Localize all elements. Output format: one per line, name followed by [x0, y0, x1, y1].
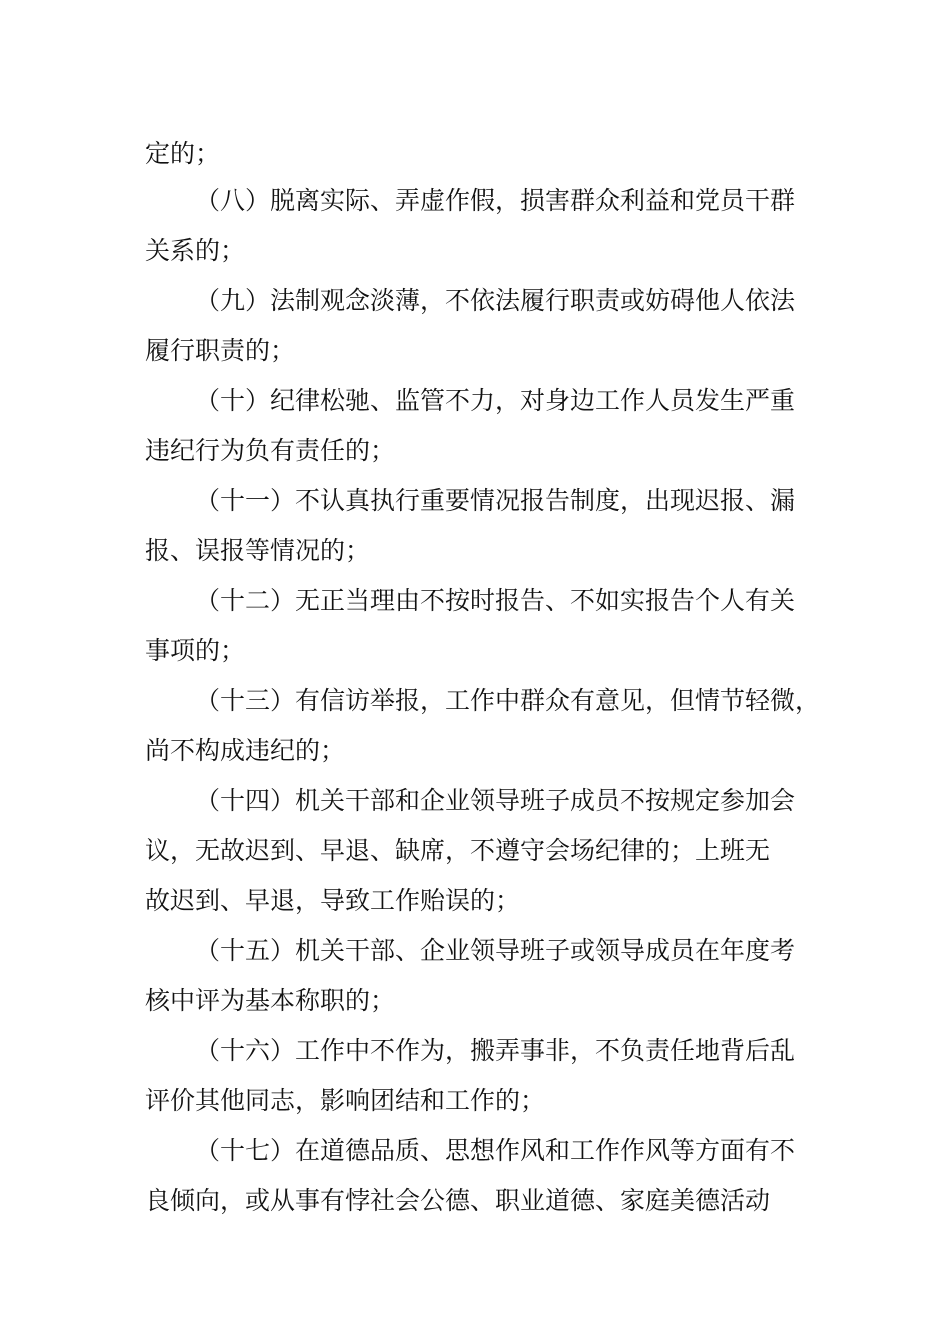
- text-line: （十五）机关干部、企业领导班子或领导成员在年度考: [195, 936, 796, 965]
- text-line: 事项的；: [145, 636, 246, 665]
- text-line: （九）法制观念淡薄，不依法履行职责或妨碍他人依法: [195, 286, 796, 315]
- text-line: 报、误报等情况的；: [145, 536, 371, 565]
- text-line: （十一）不认真执行重要情况报告制度，出现迟报、漏: [195, 486, 796, 515]
- text-line: （十）纪律松驰、监管不力，对身边工作人员发生严重: [195, 386, 796, 415]
- text-line: 定的；: [145, 139, 221, 168]
- text-line: （八）脱离实际、弄虚作假，损害群众利益和党员干群: [195, 186, 796, 215]
- text-line: （十六）工作中不作为，搬弄事非，不负责任地背后乱: [195, 1036, 796, 1065]
- text-line: 议，无故迟到、早退、缺席，不遵守会场纪律的；上班无: [145, 836, 771, 865]
- text-line: （十二）无正当理由不按时报告、不如实报告个人有关: [195, 586, 796, 615]
- text-line: 核中评为基本称职的；: [145, 986, 396, 1015]
- text-line: 故迟到、早退，导致工作贻误的；: [145, 886, 521, 915]
- text-line: （十四）机关干部和企业领导班子成员不按规定参加会: [195, 786, 796, 815]
- text-line: 良倾向，或从事有悖社会公德、职业道德、家庭美德活动: [145, 1186, 771, 1215]
- text-line: 评价其他同志，影响团结和工作的；: [145, 1086, 546, 1115]
- text-line: 履行职责的；: [145, 336, 296, 365]
- text-line: 违纪行为负有责任的；: [145, 436, 396, 465]
- text-line: 尚不构成违纪的；: [145, 736, 346, 765]
- text-line: 关系的；: [145, 236, 246, 265]
- text-line: （十三）有信访举报，工作中群众有意见，但情节轻微，: [195, 686, 821, 715]
- text-line: （十七）在道德品质、思想作风和工作作风等方面有不: [195, 1136, 796, 1165]
